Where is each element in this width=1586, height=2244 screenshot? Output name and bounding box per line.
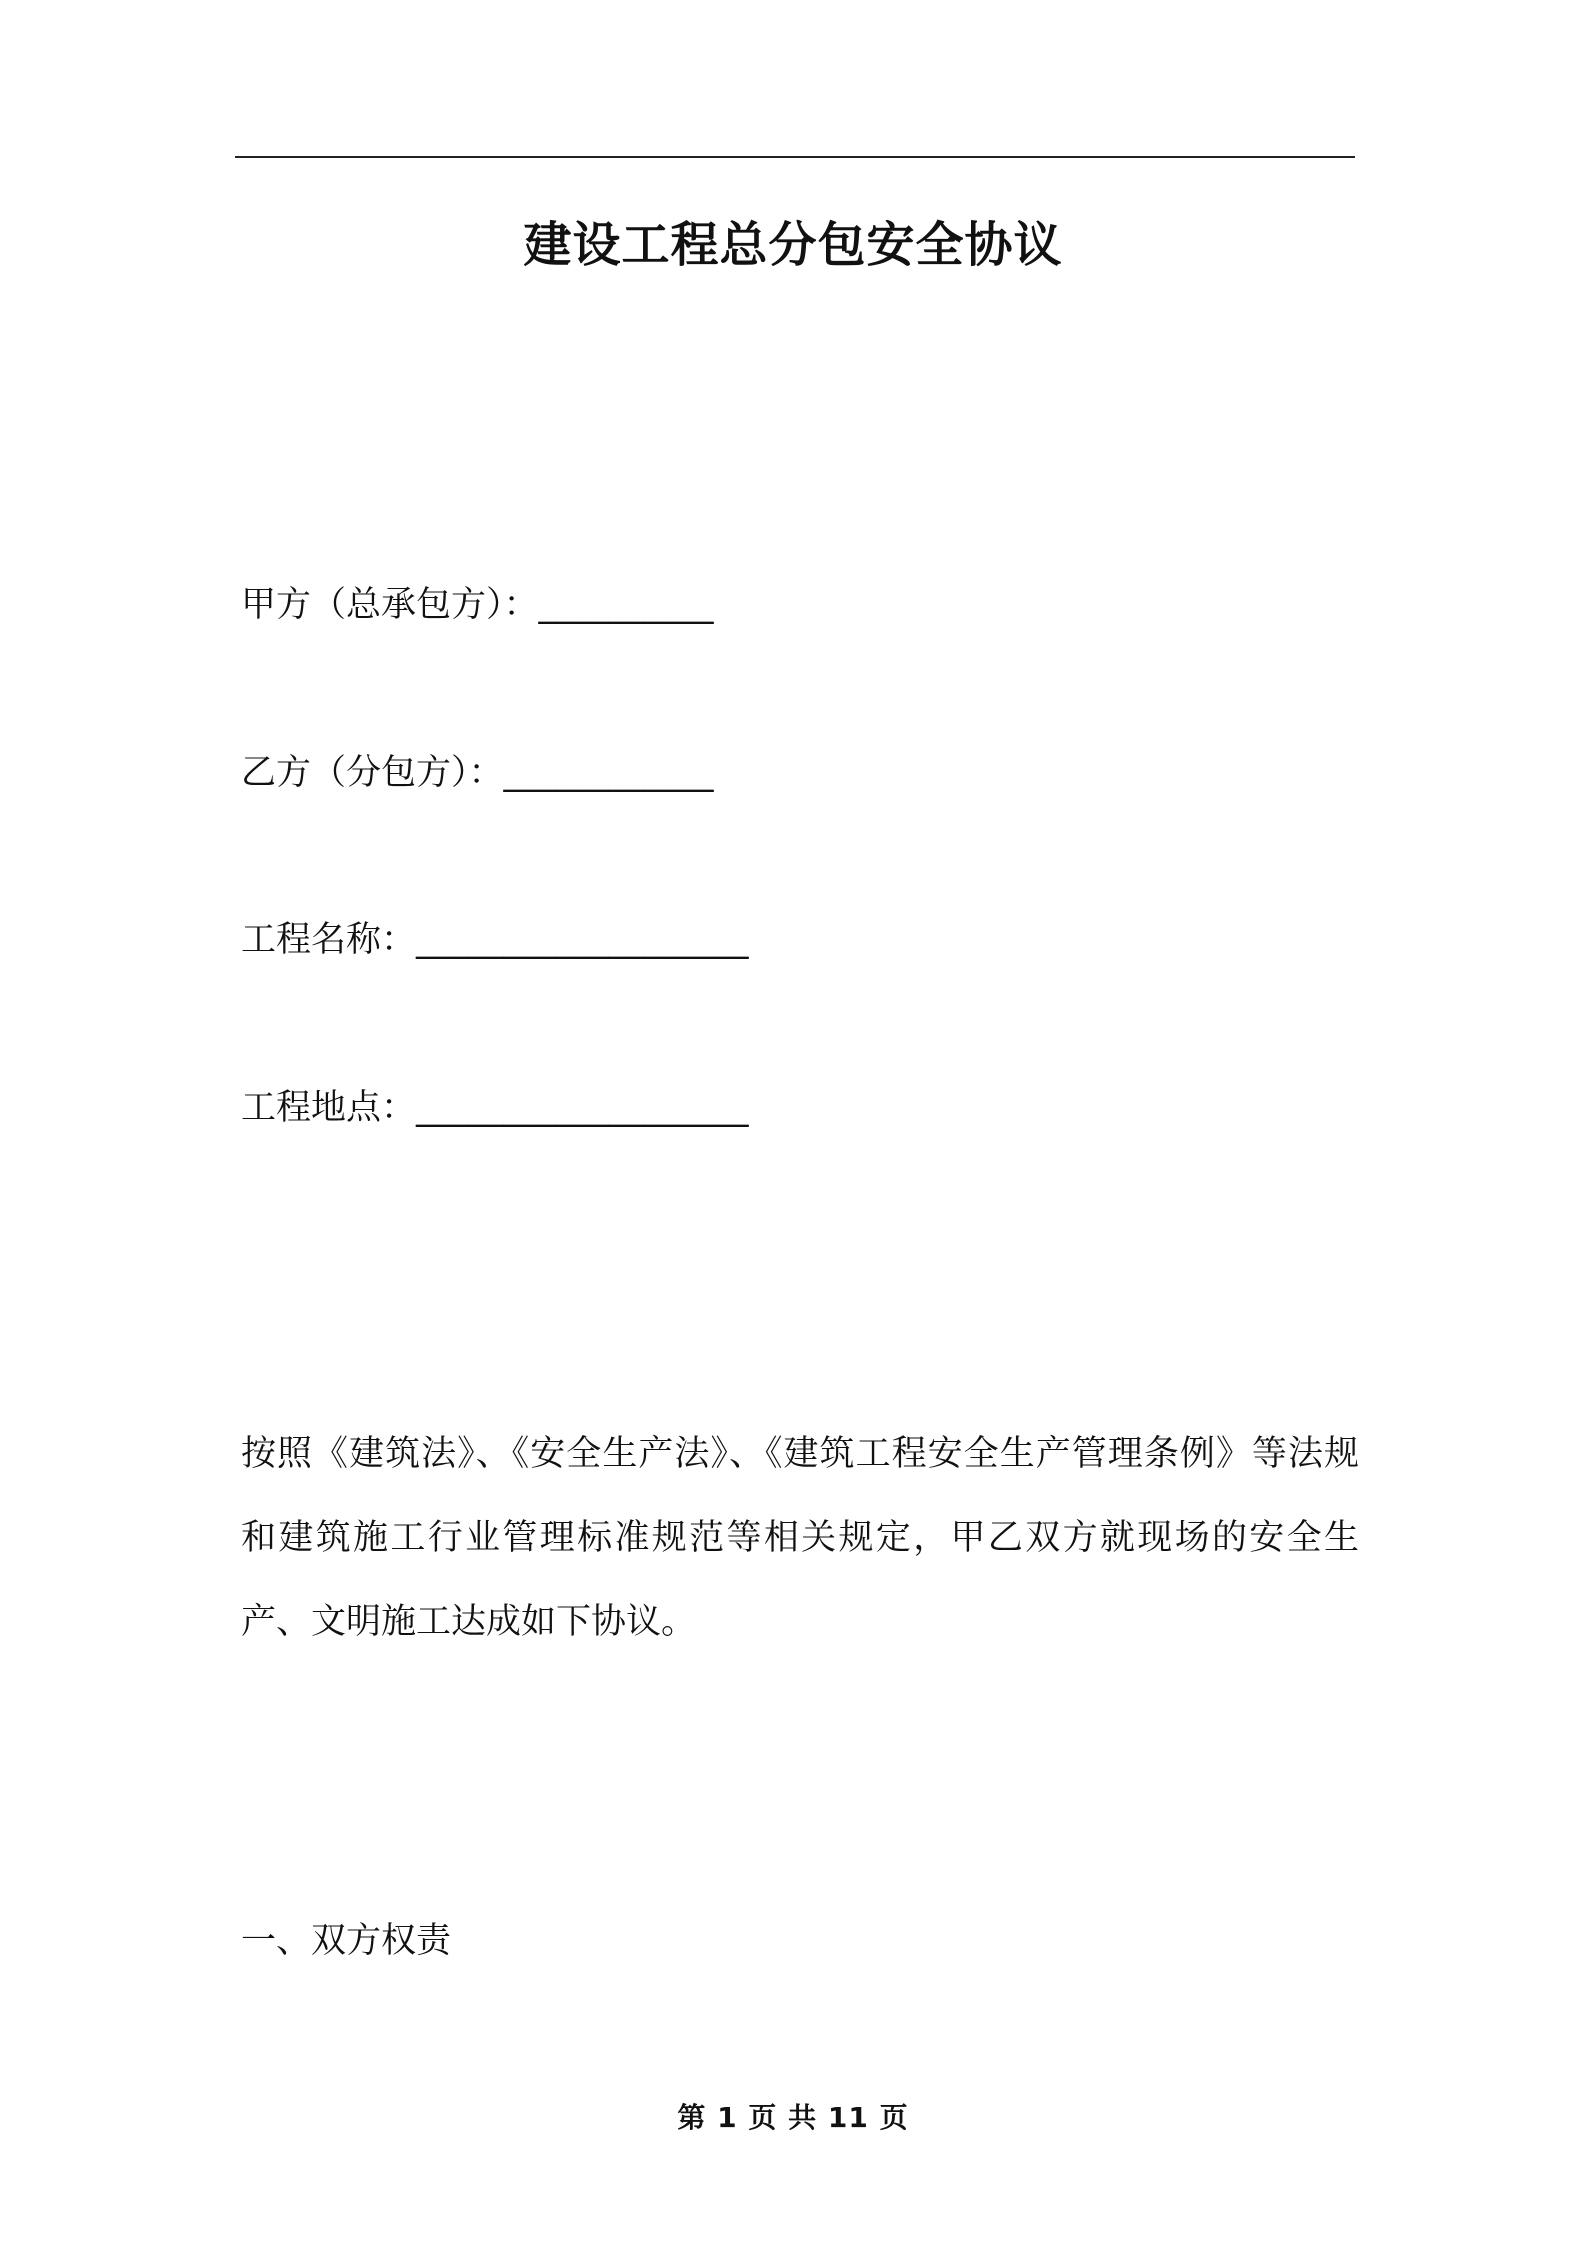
party-a-field [241,581,714,629]
project-name-blank: ___________________ [416,920,749,960]
section-heading: 一、双方权责 [241,1921,452,1961]
page-number-footer: 第 1 页 共 11 页 [677,2101,909,2134]
project-location-blank: ___________________ [416,1088,749,1128]
project-name-label: 工程名称： [241,920,417,960]
party-b-blank: ____________ [503,753,714,793]
project-location-field [241,1084,749,1132]
document-title: 建设工程总分包安全协议 [523,217,1063,273]
party-a-blank: __________ [538,585,714,625]
project-location-label: 工程地点： [241,1088,417,1128]
party-a-label: 甲方（总承包方）： [241,585,539,625]
party-b-label: 乙方（分包方）： [241,753,504,793]
party-b-field [241,749,714,797]
intro-paragraph: 按照《建筑法》、《安全生产法》、《建筑工程安全生产管理条例》等法规和建筑施工行业管理标准规范等相关规定，甲乙双方就现场的安全生产、文明施工达成如下协议。 [241,1434,1359,1642]
header-rule [235,156,1355,158]
project-name-field [241,916,749,964]
